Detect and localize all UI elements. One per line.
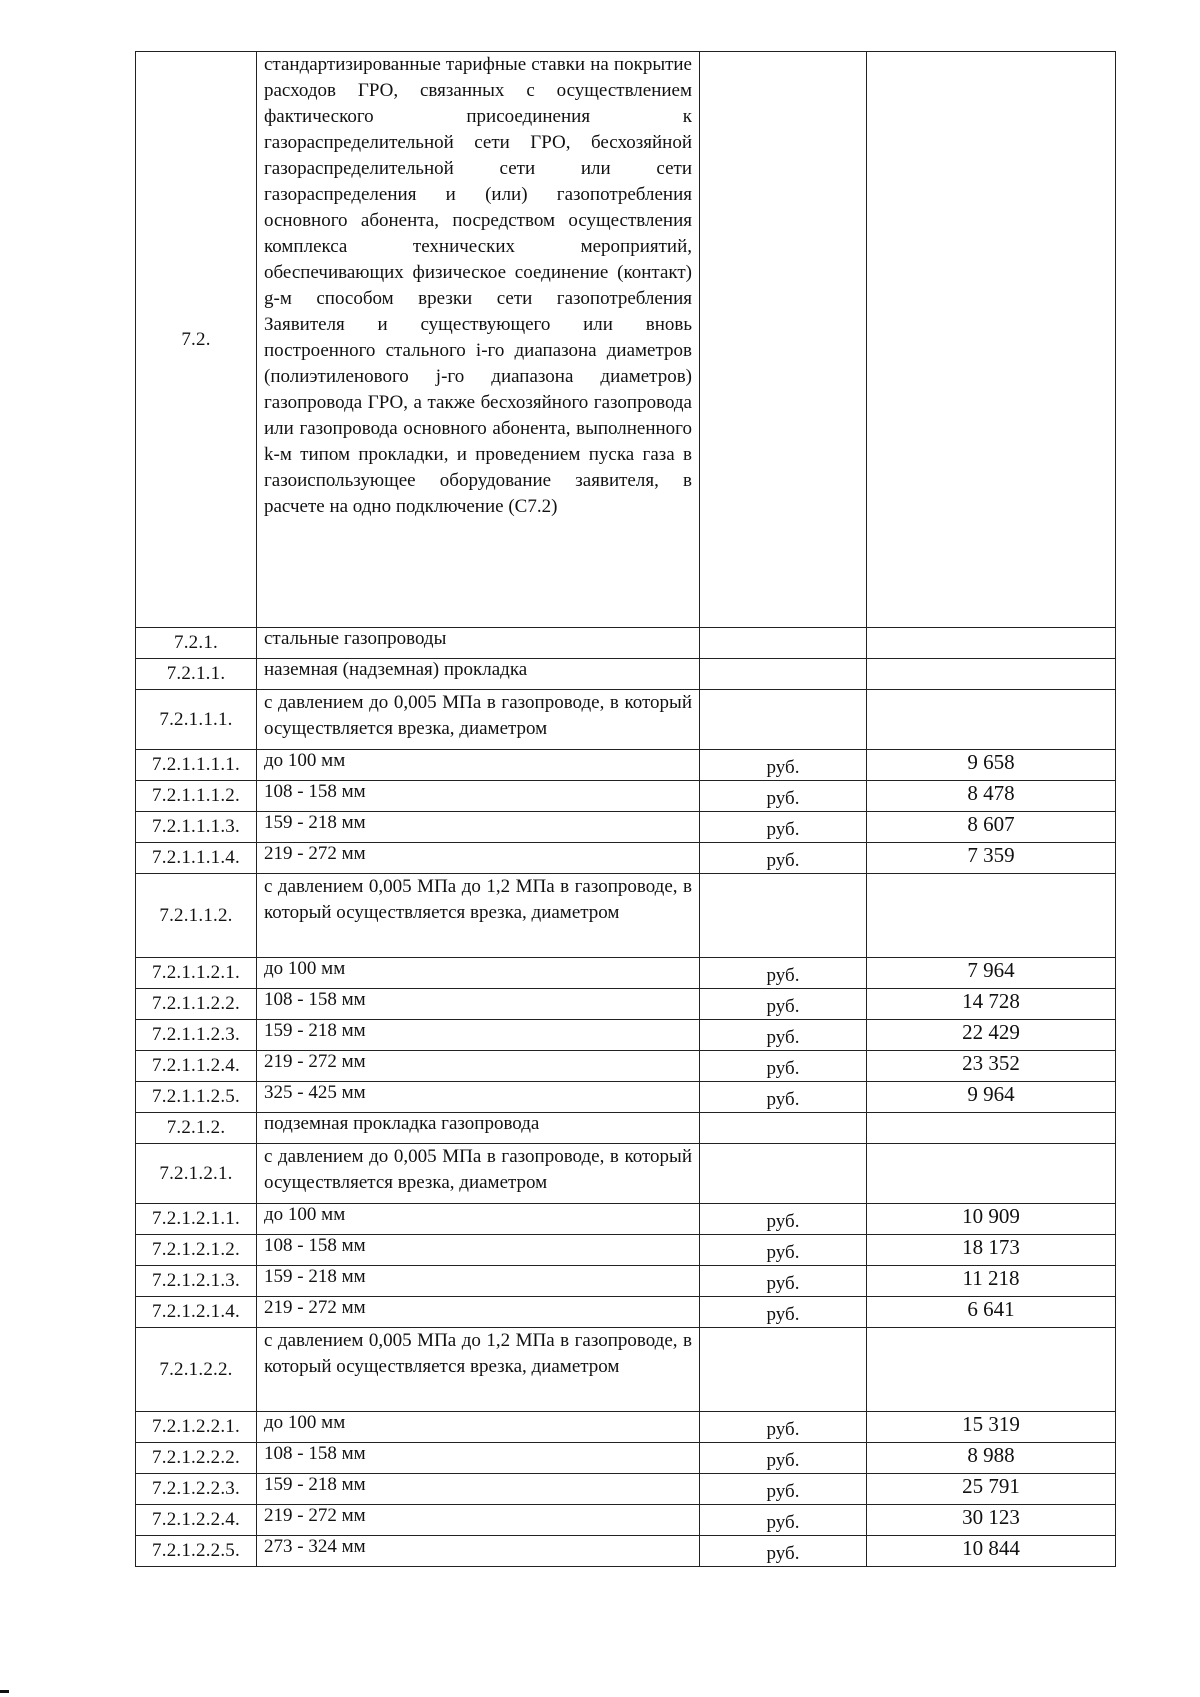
row-value: [867, 690, 1116, 750]
row-code: 7.2.1.2.: [136, 1113, 257, 1144]
row-code: 7.2.1.2.2.5.: [136, 1536, 257, 1567]
row-unit: [700, 52, 867, 628]
row-code: 7.2.1.2.2.2.: [136, 1443, 257, 1474]
row-code: 7.2.1.1.1.1.: [136, 750, 257, 781]
row-description: с давлением 0,005 МПа до 1,2 МПа в газопроводе, в который осуществляется врезка, диаметром: [257, 874, 700, 958]
row-unit: [700, 690, 867, 750]
table-row: [136, 1412, 1116, 1443]
table-row: [136, 812, 1116, 843]
row-code: 7.2.1.1.2.2.: [136, 989, 257, 1020]
row-description: 159 - 218 мм: [257, 1020, 700, 1051]
row-code: 7.2.1.1.1.: [136, 690, 257, 750]
row-value: 11 218: [867, 1266, 1116, 1297]
row-value: 25 791: [867, 1474, 1116, 1505]
row-value: 14 728: [867, 989, 1116, 1020]
row-value: [867, 628, 1116, 659]
table-row: [136, 781, 1116, 812]
row-code: 7.2.1.2.1.1.: [136, 1204, 257, 1235]
row-code: 7.2.1.2.1.: [136, 1144, 257, 1204]
table-row: [136, 1020, 1116, 1051]
row-unit: руб.: [700, 1266, 867, 1297]
row-description: наземная (надземная) прокладка: [257, 659, 700, 690]
table-row: [136, 1328, 1116, 1412]
row-description: 325 - 425 мм: [257, 1082, 700, 1113]
row-description: 108 - 158 мм: [257, 781, 700, 812]
row-code: 7.2.1.2.2.: [136, 1328, 257, 1412]
table-row: [136, 1204, 1116, 1235]
table-row: [136, 1297, 1116, 1328]
row-unit: руб.: [700, 1536, 867, 1567]
table-row: [136, 1505, 1116, 1536]
row-unit: руб.: [700, 1505, 867, 1536]
row-code: 7.2.1.1.2.3.: [136, 1020, 257, 1051]
row-value: 18 173: [867, 1235, 1116, 1266]
row-value: [867, 874, 1116, 958]
row-unit: [700, 1113, 867, 1144]
row-description: 219 - 272 мм: [257, 1505, 700, 1536]
row-description: с давлением до 0,005 МПа в газопроводе, в который осуществляется врезка, диаметром: [257, 1144, 700, 1204]
table-row: [136, 1235, 1116, 1266]
row-value: 8 988: [867, 1443, 1116, 1474]
row-description: 108 - 158 мм: [257, 1443, 700, 1474]
row-code: 7.2.1.2.2.4.: [136, 1505, 257, 1536]
tariff-table: [135, 51, 1116, 1567]
row-unit: руб.: [700, 958, 867, 989]
row-code: 7.2.1.1.2.5.: [136, 1082, 257, 1113]
row-value: 30 123: [867, 1505, 1116, 1536]
row-code: 7.2.1.1.1.4.: [136, 843, 257, 874]
row-value: 23 352: [867, 1051, 1116, 1082]
row-value: 7 359: [867, 843, 1116, 874]
row-unit: руб.: [700, 1020, 867, 1051]
table-row: [136, 1113, 1116, 1144]
row-description: стальные газопроводы: [257, 628, 700, 659]
table-row: [136, 628, 1116, 659]
row-description: с давлением 0,005 МПа до 1,2 МПа в газопроводе, в который осуществляется врезка, диаметром: [257, 1328, 700, 1412]
row-value: 8 478: [867, 781, 1116, 812]
row-unit: руб.: [700, 781, 867, 812]
row-unit: руб.: [700, 1235, 867, 1266]
table-row: [136, 1144, 1116, 1204]
row-unit: руб.: [700, 1082, 867, 1113]
row-value: [867, 659, 1116, 690]
row-unit: [700, 659, 867, 690]
row-value: 10 909: [867, 1204, 1116, 1235]
row-value: [867, 52, 1116, 628]
row-value: [867, 1328, 1116, 1412]
row-unit: руб.: [700, 1297, 867, 1328]
row-description: подземная прокладка газопровода: [257, 1113, 700, 1144]
row-description: 108 - 158 мм: [257, 989, 700, 1020]
row-description: до 100 мм: [257, 1204, 700, 1235]
row-unit: [700, 628, 867, 659]
row-code: 7.2.: [136, 52, 257, 628]
row-description: 108 - 158 мм: [257, 1235, 700, 1266]
table-row: [136, 659, 1116, 690]
row-value: 8 607: [867, 812, 1116, 843]
row-unit: [700, 1328, 867, 1412]
row-description: с давлением до 0,005 МПа в газопроводе, в который осуществляется врезка, диаметром: [257, 690, 700, 750]
row-unit: руб.: [700, 1412, 867, 1443]
row-description: 159 - 218 мм: [257, 1474, 700, 1505]
row-unit: руб.: [700, 1443, 867, 1474]
row-description: 159 - 218 мм: [257, 1266, 700, 1297]
table-row: [136, 874, 1116, 958]
table-row: [136, 843, 1116, 874]
row-unit: руб.: [700, 1204, 867, 1235]
row-value: 9 658: [867, 750, 1116, 781]
row-description: 273 - 324 мм: [257, 1536, 700, 1567]
row-unit: руб.: [700, 989, 867, 1020]
table-row: [136, 1051, 1116, 1082]
table-row: [136, 1082, 1116, 1113]
row-code: 7.2.1.1.2.1.: [136, 958, 257, 989]
row-code: 7.2.1.1.1.3.: [136, 812, 257, 843]
row-description: до 100 мм: [257, 750, 700, 781]
row-description: до 100 мм: [257, 958, 700, 989]
table-row: [136, 1536, 1116, 1567]
row-code: 7.2.1.1.2.4.: [136, 1051, 257, 1082]
row-code: 7.2.1.1.: [136, 659, 257, 690]
row-value: 22 429: [867, 1020, 1116, 1051]
row-description: 219 - 272 мм: [257, 1297, 700, 1328]
row-code: 7.2.1.1.1.2.: [136, 781, 257, 812]
row-value: [867, 1144, 1116, 1204]
row-unit: руб.: [700, 1051, 867, 1082]
row-value: 9 964: [867, 1082, 1116, 1113]
row-code: 7.2.1.2.1.3.: [136, 1266, 257, 1297]
table-row: [136, 750, 1116, 781]
row-code: 7.2.1.2.1.2.: [136, 1235, 257, 1266]
row-code: 7.2.1.: [136, 628, 257, 659]
row-unit: руб.: [700, 1474, 867, 1505]
scan-edge-mark: [0, 1690, 9, 1693]
row-description: 159 - 218 мм: [257, 812, 700, 843]
row-unit: [700, 1144, 867, 1204]
table-row: [136, 52, 1116, 628]
row-code: 7.2.1.2.2.1.: [136, 1412, 257, 1443]
row-value: [867, 1113, 1116, 1144]
row-value: 15 319: [867, 1412, 1116, 1443]
table-row: [136, 958, 1116, 989]
row-code: 7.2.1.2.2.3.: [136, 1474, 257, 1505]
row-description: до 100 мм: [257, 1412, 700, 1443]
table-row: [136, 1474, 1116, 1505]
row-unit: руб.: [700, 812, 867, 843]
table-row: [136, 1443, 1116, 1474]
row-unit: руб.: [700, 750, 867, 781]
row-value: 7 964: [867, 958, 1116, 989]
table-row: [136, 690, 1116, 750]
row-description: стандартизированные тарифные ставки на покрытие расходов ГРО, связанных с осуществлением фактического присоединения к газораспределительной сети ГРО, бесхозяйной газораспределительной сети или сети газораспределения и (или) газопотребления основного абонента, посредством осуществления комплекса технических мероприятий, обеспечивающих физическое соединение (контакт) g-м способом врезки сети газопотребления Заявителя и существующего или вновь построенного стального i-го диапазона диаметров (полиэтиленового j-го диапазона диаметров) газопровода ГРО, а также бесхозяйного газопровода или газопровода основного абонента, выполненного k-м типом прокладки, и проведением пуска газа в газоиспользующее оборудование заявителя, в расчете на одно подключение (С7.2): [257, 52, 700, 628]
row-description: 219 - 272 мм: [257, 1051, 700, 1082]
row-value: 10 844: [867, 1536, 1116, 1567]
row-code: 7.2.1.1.2.: [136, 874, 257, 958]
row-code: 7.2.1.2.1.4.: [136, 1297, 257, 1328]
row-value: 6 641: [867, 1297, 1116, 1328]
row-unit: руб.: [700, 843, 867, 874]
table-row: [136, 1266, 1116, 1297]
row-description: 219 - 272 мм: [257, 843, 700, 874]
row-unit: [700, 874, 867, 958]
table-row: [136, 989, 1116, 1020]
